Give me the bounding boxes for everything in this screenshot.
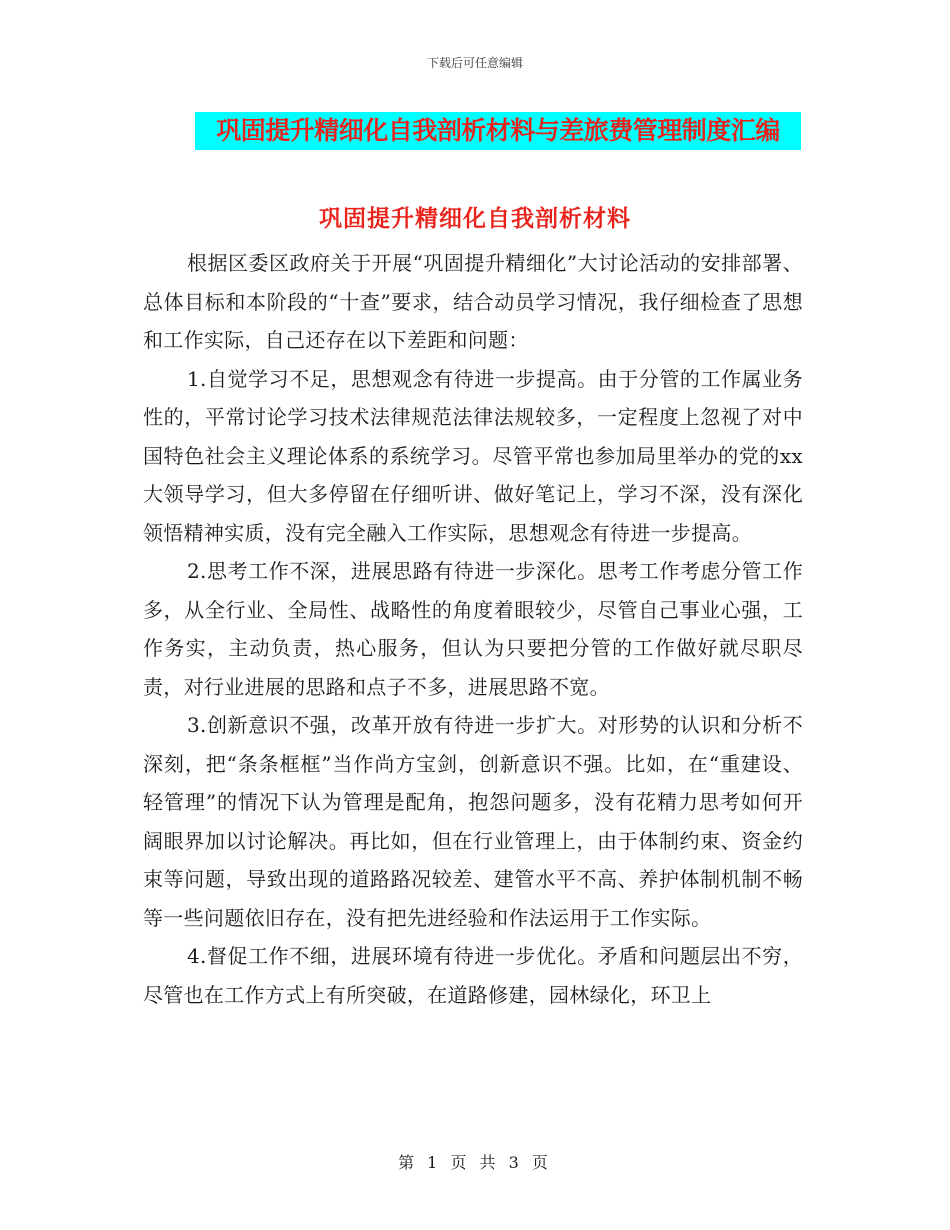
paragraph-intro: 根据区委区政府关于开展“巩固提升精细化”大讨论活动的安排部署、总体目标和本阶段的“十查”要求，结合动员学习情况，我仔细检查了思想和工作实际，自己还存在以下差距和问题： <box>143 251 803 352</box>
paragraph-item-3: 3.创新意识不强，改革开放有待进一步扩大。对形势的认识和分析不深刻，把“条条框框”当作尚方宝剑，创新意识不强。比如，在“重建设、轻管理”的情况下认为管理是配角，抱怨问题多，没有花精力思考如何开阔眼界加以讨论解决。再比如，但在行业管理上，由于体制约束、资金约束等问题，导致出现的道路路况较差、建管水平不高、养护体制机制不畅等一些问题依旧存在，没有把先进经验和作法运用于工作实际。 <box>143 713 803 930</box>
paragraph-item-4: 4.督促工作不细，进展环境有待进一步优化。矛盾和问题层出不穷，尽管也在工作方式上有所突破，在道路修建，园林绿化，环卫上 <box>143 944 803 1007</box>
paragraph-item-2: 2.思考工作不深，进展思路有待进一步深化。思考工作考虑分管工作多，从全行业、全局性、战略性的角度着眼较少，尽管自己事业心强，工作务实，主动负责，热心服务，但认为只要把分管的工作做好就尽职尽责，对行业进展的思路和点子不多，进展思路不宽。 <box>143 559 803 699</box>
section-title: 巩固提升精细化自我剖析材料 <box>319 205 631 232</box>
body-text <box>143 244 803 1014</box>
document-title: 巩固提升精细化自我剖析材料与差旅费管理制度汇编 <box>216 116 780 145</box>
paragraph-item-1: 1.自觉学习不足，思想观念有待进一步提高。由于分管的工作属业务性的，平常讨论学习技术法律规范法律法规较多，一定程度上忽视了对中国特色社会主义理论体系的系统学习。尽管平常也参加局里举办的党的xx大领导学习，但大多停留在仔细听讲、做好笔记上，学习不深，没有深化领悟精神实质，没有完全融入工作实际，思想观念有待进一步提高。 <box>143 366 803 545</box>
page-footer: 第 1 页 共 3 页 <box>398 1153 552 1172</box>
header-note: 下载后可任意编辑 <box>426 56 523 70</box>
